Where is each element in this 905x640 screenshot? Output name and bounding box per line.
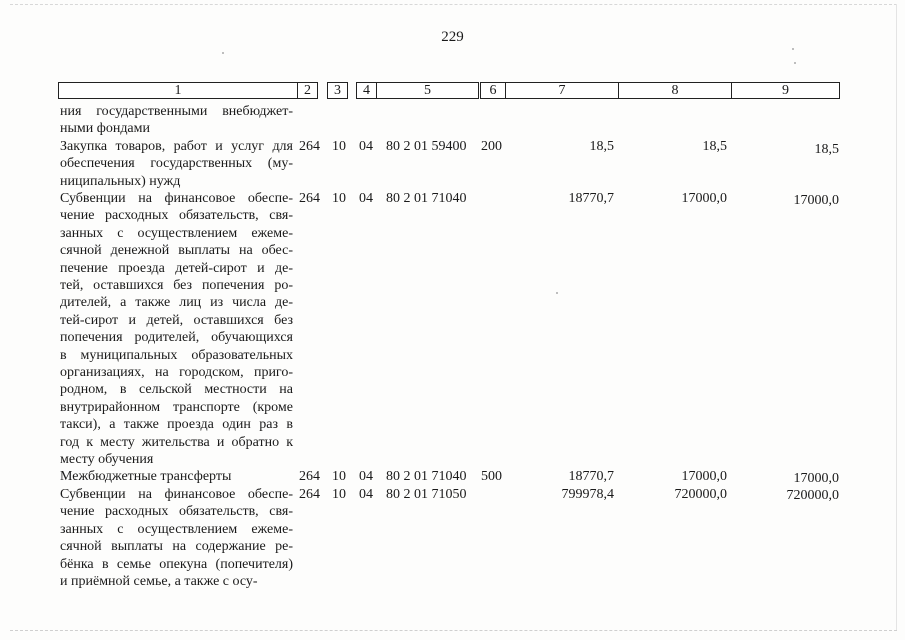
header-col-9: 9 (731, 82, 840, 99)
row-amount-col7: 799978,4 (561, 487, 614, 502)
row-subsection-code: 04 (359, 469, 373, 484)
row-name-line: Закупка товаров, работ и услуг для (60, 139, 293, 154)
row-section-code: 10 (332, 139, 346, 154)
row-name (60, 190, 293, 469)
row-name-line: чение расходных обязательств, свя- (60, 208, 293, 224)
row-name-line: год к месту жительства и обратно к (60, 434, 293, 450)
row-name-line: в муниципальных образовательных (60, 347, 293, 363)
row-name-line: занных с осуществлением ежеме- (60, 521, 293, 537)
row-name (60, 103, 293, 138)
row-amount-col9: 18,5 (814, 142, 839, 157)
row-amount-col9: 720000,0 (786, 488, 839, 503)
row-amount-col8: 17000,0 (681, 469, 727, 484)
header-col-5: 5 (376, 82, 479, 99)
row-target-code: 80 2 01 71040 (386, 469, 467, 484)
row-section-code: 10 (332, 191, 346, 206)
row-admin-code: 264 (299, 469, 320, 484)
row-name-line: Субвенции на финансовое обеспе- (60, 191, 293, 206)
header-col-7: 7 (505, 82, 619, 99)
row-name-line: дителей, а также лиц из числа де- (60, 295, 293, 311)
row-subsection-code: 04 (359, 139, 373, 154)
row-target-code: 80 2 01 71040 (386, 191, 467, 206)
row-amount-col7: 18770,7 (568, 191, 614, 206)
row-name-line: бёнка в семье опекуна (попечителя) (60, 556, 293, 572)
row-name-line: месту обучения (60, 452, 154, 468)
row-name-line: организациях, на городском, приго- (60, 365, 293, 381)
row-name-line: такси), а также проезда один раз в (60, 417, 293, 433)
header-col-6: 6 (480, 82, 506, 99)
row-subsection-code: 04 (359, 487, 373, 502)
row-name-line: и приёмной семье, а также с осу- (60, 574, 258, 590)
row-name-line: родном, в сельской местности на (60, 382, 293, 398)
row-name-line: печение проезда детей-сирот и де- (60, 260, 293, 276)
row-name-line: ными фондами (60, 121, 151, 137)
row-name-line: сячной выплаты на содержание ре- (60, 539, 293, 555)
header-col-2: 2 (297, 82, 318, 99)
row-name-line: чение расходных обязательств, свя- (60, 504, 293, 520)
row-name-line: ния государственными внебюджет- (60, 104, 293, 119)
row-section-code: 10 (332, 469, 346, 484)
scan-edge-bottom (10, 630, 897, 631)
row-name-line: Субвенции на финансовое обеспе- (60, 487, 293, 502)
header-col-1: 1 (58, 82, 298, 99)
row-target-code: 80 2 01 59400 (386, 139, 467, 154)
row-admin-code: 264 (299, 487, 320, 502)
row-name-line: ниципальных) нужд (60, 173, 181, 189)
row-amount-col9: 17000,0 (793, 471, 839, 486)
row-section-code: 10 (332, 487, 346, 502)
row-expense-type: 200 (481, 139, 502, 154)
row-amount-col9: 17000,0 (793, 193, 839, 208)
scan-speck (556, 292, 558, 294)
scan-edge-top (10, 4, 897, 5)
header-col-8: 8 (618, 82, 732, 99)
row-name (60, 138, 293, 190)
scan-speck (222, 52, 224, 54)
row-name-line: обеспечения государственных (му- (60, 156, 293, 172)
row-name (60, 486, 293, 590)
row-name-line: сячной денежной выплаты на обес- (60, 243, 293, 259)
row-admin-code: 264 (299, 191, 320, 206)
row-amount-col7: 18770,7 (568, 469, 614, 484)
scan-speck (792, 48, 794, 50)
row-name-line: тей-сирот и детей, оставшихся без (60, 312, 293, 328)
row-name (60, 468, 293, 485)
row-admin-code: 264 (299, 139, 320, 154)
header-col-3: 3 (327, 82, 348, 99)
row-amount-col8: 18,5 (702, 139, 727, 154)
page-number: 229 (441, 29, 464, 45)
row-amount-col8: 720000,0 (674, 487, 727, 502)
scan-speck (794, 62, 796, 64)
row-name-line: внутрирайонном транспорте (кроме (60, 399, 293, 415)
header-col-4: 4 (356, 82, 377, 99)
row-target-code: 80 2 01 71050 (386, 487, 467, 502)
row-expense-type: 500 (481, 469, 502, 484)
row-name-line: тей, оставшихся без попечения ро- (60, 278, 293, 294)
scan-edge-right (896, 4, 897, 630)
row-name-line: попечения родителей, обучающихся (60, 330, 293, 346)
row-amount-col8: 17000,0 (681, 191, 727, 206)
row-name-line: занных с осуществлением ежеме- (60, 225, 293, 241)
row-name-line: Межбюджетные трансферты (60, 469, 232, 484)
row-subsection-code: 04 (359, 191, 373, 206)
row-amount-col7: 18,5 (589, 139, 614, 154)
